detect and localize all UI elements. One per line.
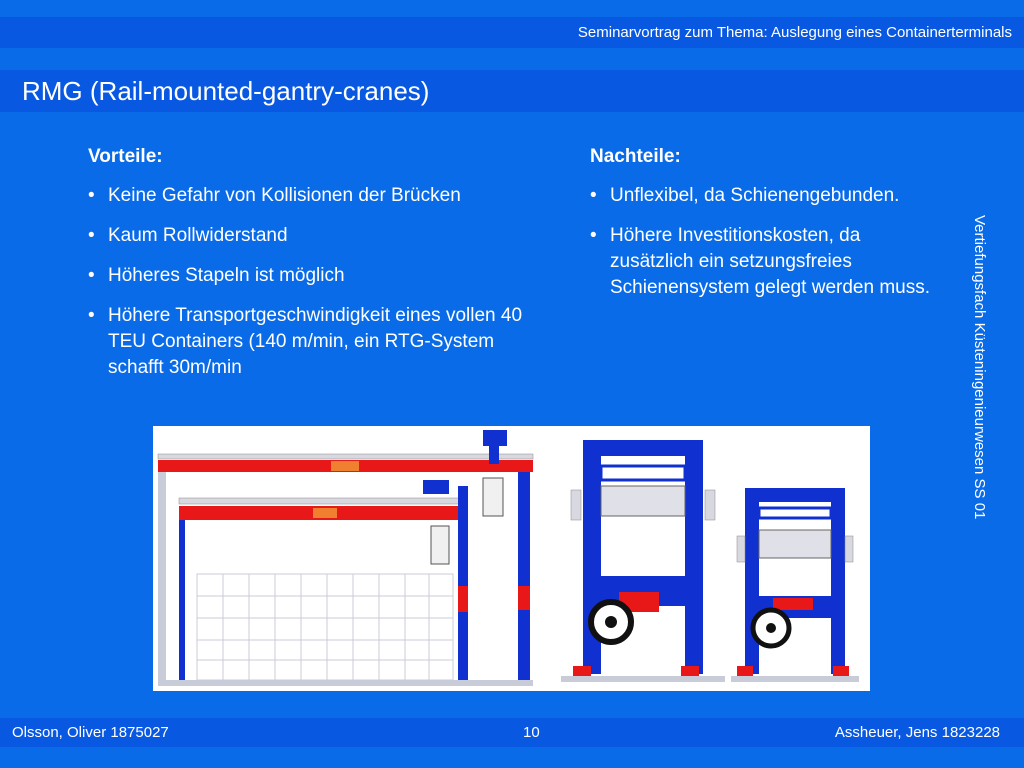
footer-author-left: Olsson, Oliver 1875027 (12, 724, 169, 741)
crane-front-view-large (561, 440, 725, 682)
bullet-icon: • (88, 185, 95, 206)
disadvantages-column (590, 144, 940, 315)
footer-bar (0, 718, 1024, 747)
advantages-column (88, 144, 548, 395)
disadvantages-heading: Nachteile: (590, 146, 681, 167)
title-bar (0, 70, 1024, 112)
header-bar (0, 17, 1024, 48)
advantage-text: Kaum Rollwiderstand (108, 225, 288, 246)
list-item (88, 223, 548, 249)
crane-side-view (158, 430, 533, 686)
bullet-icon: • (88, 265, 95, 286)
list-item (88, 183, 548, 209)
crane-illustration (153, 426, 870, 691)
list-item (590, 183, 940, 209)
list-item (590, 223, 940, 301)
rmg-crane-drawing (153, 426, 870, 691)
container-stack (197, 574, 453, 680)
seminar-title: Seminarvortrag zum Thema: Auslegung eines Containerterminals (577, 24, 1012, 41)
course-side-label: Vertiefungsfach Küsteningenieurwesen SS 01 (971, 215, 988, 520)
bullet-icon: • (590, 225, 597, 246)
bullet-icon: • (88, 225, 95, 246)
page-number: 10 (523, 724, 540, 741)
crane-front-view-small (731, 488, 859, 682)
slide-title: RMG (Rail-mounted-gantry-cranes) (22, 76, 430, 106)
bullet-icon: • (590, 185, 597, 206)
list-item (88, 263, 548, 289)
disadvantages-list (590, 183, 940, 301)
bullet-icon: • (88, 305, 95, 326)
advantage-text: Keine Gefahr von Kollisionen der Brücken (108, 185, 461, 206)
advantages-list (88, 183, 548, 381)
advantage-text: Höhere Transportgeschwindigkeit eines vollen 40 TEU Containers (140 m/min, ein RTG-System schafft 30m/min (108, 305, 523, 378)
advantage-text: Höheres Stapeln ist möglich (108, 265, 345, 286)
advantages-heading: Vorteile: (88, 146, 163, 167)
disadvantage-text: Höhere Investitionskosten, da zusätzlich ein setzungsfreies Schienensystem gelegt werden muss. (610, 225, 930, 298)
footer-author-right: Assheuer, Jens 1823228 (834, 724, 1000, 741)
list-item (88, 303, 548, 381)
disadvantage-text: Unflexibel, da Schienengebunden. (610, 185, 900, 206)
